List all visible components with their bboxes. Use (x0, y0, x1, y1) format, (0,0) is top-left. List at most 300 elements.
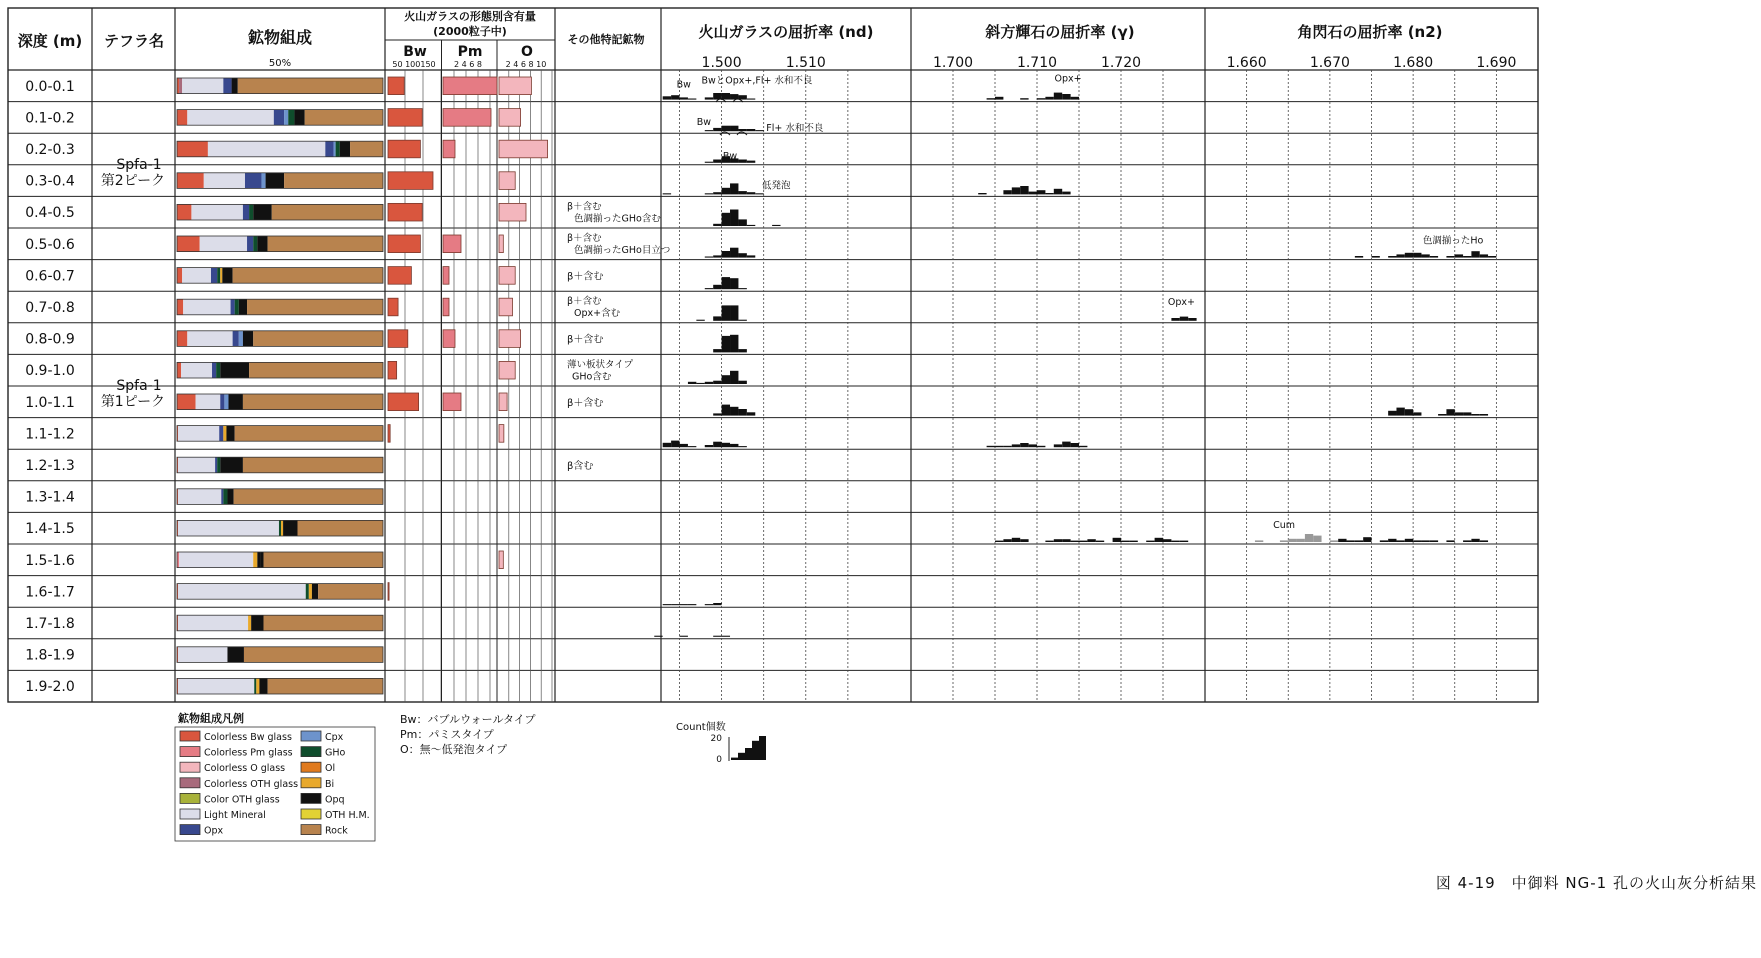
pm-glass-bar (443, 298, 449, 316)
opx-ri-histogram-bar (1062, 94, 1070, 100)
other-note: GHo含む (572, 371, 612, 383)
ho-ri-histogram-bar (1405, 253, 1413, 258)
glass-ri-annotation: Fl+ 水和不良 (766, 123, 824, 135)
glass-ri-annotation: Bw (696, 117, 712, 129)
bw-glass-bar (388, 235, 420, 253)
ho-ri-histogram-bar (1388, 256, 1396, 258)
mineral-segment-bi (256, 678, 259, 694)
glass-ri-annotation: 低発泡 (762, 180, 791, 192)
bw-glass-bar (388, 77, 404, 95)
mineral-segment-lm (187, 110, 274, 126)
legend-label: Ol (325, 763, 336, 775)
legend-label: Color OTH glass (204, 794, 280, 806)
mineral-segment-rock (350, 141, 383, 157)
glass-ri-histogram-bar (747, 99, 755, 100)
mineral-segment-othhm (257, 236, 267, 252)
mineral-segment-rock (253, 331, 383, 347)
o-glass-bar (499, 361, 515, 379)
mineral-segment-othhm (259, 678, 267, 694)
bw-glass-bar (388, 267, 411, 285)
mineral-segment-gho (235, 299, 239, 315)
o-glass-bar (499, 330, 521, 348)
other-note: 色調揃ったGHo目立つ (574, 245, 671, 256)
depth-label: 0.0-0.1 (25, 78, 75, 95)
glass-ri-histogram-bar (722, 375, 730, 384)
mineral-segment-gho (217, 457, 220, 473)
glass-ri-histogram-bar (696, 320, 704, 321)
opx-ri-histogram-bar (1003, 539, 1011, 542)
glass-ri-histogram-bar (747, 225, 755, 226)
mineral-segment-rock (235, 426, 383, 442)
opx-ri-histogram-bar (1146, 541, 1154, 542)
glass-ri-histogram-bar (738, 349, 746, 352)
mineral-segment-gho (279, 520, 281, 536)
depth-label: 1.4-1.5 (25, 521, 75, 538)
mineral-segment-opx (223, 78, 231, 94)
opx-ri-histogram-bar (987, 446, 995, 447)
mineral-segment-rock (264, 615, 383, 631)
legend-title: 鉱物組成凡例 (178, 712, 244, 725)
mineral-segment-lm (181, 362, 212, 378)
glass-ri-histogram-bar (705, 445, 713, 447)
mineral-segment-bi (248, 615, 251, 631)
legend-swatch (180, 778, 200, 788)
opx-ri-histogram-bar (1071, 97, 1079, 100)
opx-ri-histogram-bar (995, 97, 1003, 100)
depth-label: 0.9-1.0 (25, 363, 75, 380)
other-note: β＋含む (567, 271, 604, 283)
legend-label: Colorless Pm glass (204, 747, 293, 759)
mineral-segment-lm (191, 204, 243, 220)
depth-label: 0.5-0.6 (25, 236, 75, 253)
mineral-segment-bw (177, 110, 187, 126)
opx-ri-histogram-bar (1029, 444, 1037, 447)
glass-ri-histogram-bar (713, 349, 721, 352)
header-depth: 深度 (m) (17, 32, 83, 50)
opx-ri-histogram-bar (1062, 539, 1070, 542)
header-glass-title: 火山ガラスの形態別含有量 (404, 10, 536, 23)
mineral-segment-lm (200, 236, 247, 252)
ho-ri-histogram-bar (1355, 540, 1363, 542)
tephra-peak: 第2ピーク (100, 172, 166, 189)
glass-ri-histogram-bar (738, 446, 746, 447)
mineral-segment-rock (233, 268, 383, 284)
glass-ri-histogram-bar (713, 192, 721, 194)
glass-ri-histogram-bar (688, 604, 696, 605)
legend-swatch (301, 778, 321, 788)
o-glass-bar (499, 298, 513, 316)
glass-ri-histogram-bar (654, 636, 662, 637)
glass-ri-histogram-bar (730, 183, 738, 194)
glass-ri-histogram-bar (671, 604, 679, 605)
pm-glass-bar (443, 393, 461, 411)
ho-ri-histogram-bar (1488, 256, 1496, 258)
opx-ri-histogram-bar (1163, 539, 1171, 542)
legend-swatch (180, 793, 200, 803)
glass-ri-histogram-bar (705, 193, 713, 194)
glass-ri-histogram-bar (738, 129, 746, 131)
glass-ri-annotation: Bw (676, 79, 691, 91)
glass-ri-histogram-bar (713, 442, 721, 448)
other-note: β＋含む (567, 296, 602, 308)
glass-type-legend: Pm：パミスタイプ (400, 728, 494, 741)
mineral-segment-lm (178, 678, 254, 694)
legend-swatch (180, 809, 200, 819)
header-mineral: 鉱物組成 (247, 28, 313, 47)
depth-label: 0.2-0.3 (25, 142, 75, 158)
glass-ri-histogram-bar (696, 383, 704, 384)
glass-ri-histogram-bar (671, 441, 679, 448)
mineral-segment-othhm (227, 647, 243, 663)
mineral-segment-othhm (312, 584, 318, 600)
mineral-segment-gho (254, 678, 256, 694)
mineral-segment-cpx (284, 110, 288, 126)
depth-label: 1.7-1.8 (25, 616, 75, 632)
glass-ri-histogram-bar (738, 191, 746, 194)
glass-ri-histogram-bar (738, 288, 746, 289)
other-note: β＋含む (567, 397, 604, 409)
mineral-segment-rock (305, 110, 383, 126)
opx-ri-histogram-bar (1096, 541, 1104, 542)
ho-ri-histogram-bar (1438, 414, 1446, 416)
mineral-segment-lm (204, 173, 245, 189)
mineral-segment-opx (325, 141, 333, 157)
glass-ri-histogram-bar (730, 126, 738, 132)
glass-ri-histogram-bar (713, 381, 721, 384)
mineral-segment-bi (220, 268, 222, 284)
mineral-segment-opx (247, 236, 253, 252)
opx-ri-tick-label: 1.710 (1016, 55, 1058, 71)
mineral-segment-rock (234, 489, 383, 505)
mineral-segment-lm (182, 78, 223, 94)
bw-glass-bar (388, 425, 390, 443)
mineral-segment-lm (178, 489, 221, 505)
ho-ri-histogram-bar (1463, 540, 1471, 542)
mineral-segment-lm (196, 394, 221, 410)
ho-ri-histogram-bar (1338, 539, 1346, 542)
bw-ticks: 50 100150 (392, 60, 436, 69)
mineral-segment-lm (178, 426, 219, 442)
ho-ri-histogram-bar (1347, 540, 1355, 542)
header-tephra: テフラ名 (103, 32, 165, 50)
mineral-segment-opx (211, 268, 217, 284)
pm-ticks: 2 4 6 8 (454, 60, 482, 69)
mineral-segment-othhm (220, 362, 249, 378)
opx-ri-histogram-bar (1029, 192, 1037, 195)
pm-glass-bar (443, 330, 455, 348)
glass-ri-histogram-bar (688, 446, 696, 447)
mineral-segment-lm (183, 299, 230, 315)
other-note: 薄い板状タイプ (567, 359, 634, 371)
glass-ri-histogram-bar (722, 305, 730, 320)
mineral-segment-bw (177, 394, 196, 410)
mineral-segment-rock (268, 678, 383, 694)
mineral-segment-opx (233, 331, 239, 347)
opx-ri-histogram-bar (1079, 446, 1087, 447)
ho-ri-histogram-bar (1388, 539, 1396, 542)
mineral-segment-lm (179, 552, 253, 568)
glass-ri-histogram-bar (747, 192, 755, 194)
glass-type-legend: O：無～低発泡タイプ (400, 743, 508, 756)
mineral-segment-lm (178, 457, 215, 473)
opx-ri-histogram-bar (1180, 317, 1188, 321)
glass-ri-histogram-bar (713, 603, 721, 605)
ho-ri-histogram-bar (1413, 253, 1421, 258)
opx-ri-histogram-bar (1071, 443, 1079, 447)
mineral-segment-rock (238, 78, 383, 94)
glass-ri-histogram-bar (755, 193, 763, 194)
legend-swatch (180, 825, 200, 835)
opx-ri-histogram-bar (1012, 444, 1020, 447)
ho-ri-histogram-bar (1297, 539, 1305, 542)
mineral-segment-lm (178, 647, 227, 663)
glass-ri-histogram-bar (730, 248, 738, 258)
mineral-segment-othhm (283, 520, 297, 536)
glass-ri-histogram-bar (730, 444, 738, 447)
o-glass-bar (499, 425, 504, 443)
glass-ri-histogram-bar (738, 253, 746, 257)
o-glass-bar (499, 172, 515, 190)
opx-ri-histogram-bar (1012, 187, 1020, 194)
glass-ri-histogram-bar (747, 129, 755, 131)
opx-ri-histogram-bar (1155, 538, 1163, 542)
mineral-segment-bi (253, 552, 257, 568)
ho-ri-histogram-bar (1446, 256, 1454, 258)
legend-label: Colorless O glass (204, 763, 286, 775)
glass-ri-histogram-bar (738, 320, 746, 321)
depth-label: 1.1-1.2 (25, 426, 75, 443)
mineral-segment-rock (268, 236, 383, 252)
opx-ri-tick-label: 1.700 (932, 55, 974, 71)
legend-label: Colorless Bw glass (204, 732, 292, 743)
opx-ri-histogram-bar (1020, 98, 1028, 99)
mineral-segment-opx (243, 204, 249, 220)
mineral-segment-othhm (232, 78, 238, 94)
mineral-segment-othhm (222, 268, 232, 284)
ho-ri-histogram-bar (1471, 414, 1479, 416)
glass-ri-histogram-bar (730, 210, 738, 227)
header-bw: Bw (403, 44, 427, 60)
ho-ri-histogram-bar (1471, 539, 1479, 542)
mineral-segment-bi (309, 584, 312, 600)
header-ri-opx: 斜方輝石の屈折率 (γ) (985, 23, 1135, 41)
mineral-segment-lm (178, 584, 306, 600)
count-legend-bar (738, 753, 745, 760)
mineral-segment-bw (177, 331, 187, 347)
glass-ri-histogram-bar (705, 288, 713, 289)
count-legend-bar (759, 736, 766, 760)
glass-ri-histogram-bar (722, 213, 730, 226)
mineral-segment-cpx (261, 173, 265, 189)
bw-glass-bar (388, 583, 389, 601)
bw-glass-bar (388, 393, 419, 411)
glass-ri-histogram-bar (722, 188, 730, 195)
legend-label: GHo (325, 747, 346, 759)
mineral-segment-bw (177, 236, 200, 252)
legend-swatch (180, 731, 200, 741)
glass-ri-histogram-bar (713, 285, 721, 289)
opx-ri-histogram-bar (1054, 444, 1062, 447)
depth-label: 0.6-0.7 (25, 268, 75, 285)
count-legend-bar (745, 748, 752, 760)
glass-ri-histogram-bar (722, 636, 730, 637)
ho-ri-histogram-bar (1446, 540, 1454, 542)
legend-swatch (301, 825, 321, 835)
legend-label: Bi (325, 778, 335, 790)
mineral-segment-opx (212, 362, 216, 378)
bw-glass-bar (388, 361, 397, 379)
mineral-segment-gho (336, 141, 340, 157)
ho-ri-annotation: 色調揃ったHo (1422, 235, 1484, 247)
glass-ri-histogram-bar (688, 99, 696, 100)
count-legend-bar (752, 741, 759, 760)
opx-ri-histogram-bar (1121, 541, 1129, 542)
mineral-segment-bi (223, 426, 226, 442)
mineral-segment-rock (298, 520, 383, 536)
count-legend-bar (731, 758, 738, 760)
glass-ri-histogram-bar (680, 636, 688, 637)
opx-ri-histogram-bar (1012, 538, 1020, 542)
depth-label: 0.8-0.9 (25, 331, 75, 348)
mineral-segment-othhm (227, 489, 233, 505)
mineral-segment-rock (272, 204, 383, 220)
pm-glass-bar (443, 77, 497, 95)
mineral-segment-bw (177, 268, 182, 284)
header-ri-ho: 角閃石の屈折率 (n2) (1297, 23, 1443, 41)
mineral-segment-gho (306, 584, 309, 600)
mineral-segment-gho (249, 204, 253, 220)
pm-glass-bar (443, 235, 461, 253)
mineral-segment-othhm (253, 204, 272, 220)
depth-label: 0.7-0.8 (25, 300, 75, 316)
glass-ri-annotation: Bw (722, 150, 738, 162)
opx-ri-histogram-bar (978, 193, 986, 194)
mineral-segment-gho (288, 110, 294, 126)
opx-ri-histogram-bar (1062, 192, 1070, 195)
mineral-segment-bw (177, 173, 204, 189)
glass-ri-histogram-bar (722, 126, 730, 132)
glass-ri-histogram-bar (663, 193, 671, 194)
opx-ri-histogram-bar (1003, 446, 1011, 447)
o-glass-bar (499, 551, 503, 569)
legend-swatch (180, 747, 200, 757)
legend-swatch (301, 731, 321, 741)
ho-ri-annotation: Cum (1273, 520, 1296, 531)
o-glass-bar (499, 140, 548, 158)
glass-ri-histogram-bar (663, 604, 671, 605)
mineral-segment-othhm (229, 394, 243, 410)
other-note: β＋含む (567, 233, 602, 244)
ho-ri-histogram-bar (1480, 540, 1488, 542)
legend-swatch (301, 793, 321, 803)
glass-ri-histogram-bar (747, 161, 755, 163)
legend-label: Rock (325, 825, 348, 837)
mineral-segment-opx (219, 426, 223, 442)
ho-ri-histogram-bar (1480, 414, 1488, 416)
legend-swatch (301, 762, 321, 772)
legend-label: OTH H.M. (325, 810, 370, 821)
glass-ri-histogram-bar (772, 225, 780, 226)
ho-ri-histogram-bar (1480, 254, 1488, 257)
o-glass-bar (499, 77, 531, 95)
mineral-segment-rock (284, 173, 383, 189)
tephra-name: Spfa-1 (116, 378, 162, 394)
other-note: Opx+含む (574, 308, 621, 320)
ho-ri-histogram-bar (1330, 540, 1338, 542)
glass-ri-histogram-bar (722, 405, 730, 416)
legend-swatch (180, 762, 200, 772)
bw-glass-bar (388, 140, 420, 158)
opx-ri-histogram-bar (995, 541, 1003, 542)
glass-ri-histogram-bar (663, 443, 671, 447)
glass-ri-histogram-bar (705, 162, 713, 163)
legend-swatch (301, 809, 321, 819)
mineral-segment-opx (221, 489, 223, 505)
depth-label: 1.5-1.6 (25, 552, 75, 569)
o-glass-bar (499, 267, 515, 285)
mineral-segment-othhm (257, 552, 260, 568)
mineral-segment-othhm (220, 457, 243, 473)
glass-ri-histogram-bar (671, 95, 679, 99)
other-note: β含む (567, 461, 594, 472)
legend-label: Colorless OTH glass (204, 778, 299, 790)
ho-ri-histogram-bar (1413, 540, 1421, 542)
bw-glass-bar (388, 203, 422, 221)
depth-label: 1.6-1.7 (25, 584, 75, 601)
legend-swatch (301, 747, 321, 757)
mineral-segment-rock (244, 647, 383, 663)
glass-ri-histogram-bar (705, 604, 713, 605)
other-note: β＋含む (567, 201, 602, 213)
glass-ri-histogram-bar (705, 382, 713, 384)
glass-ri-histogram-bar (713, 316, 721, 320)
header-o: O (521, 44, 533, 60)
mineral-segment-othhm (294, 110, 304, 126)
glass-ri-histogram-bar (730, 305, 738, 320)
glass-ri-histogram-bar (705, 97, 713, 99)
mineral-segment-rock (247, 299, 383, 315)
mineral-segment-bw (177, 362, 181, 378)
glass-ri-histogram-bar (713, 224, 721, 226)
opx-ri-histogram-bar (1020, 443, 1028, 447)
ho-ri-histogram-bar (1463, 256, 1471, 258)
legend-label: Cpx (325, 732, 344, 743)
depth-label: 1.3-1.4 (25, 489, 75, 506)
opx-ri-histogram-bar (1045, 541, 1053, 542)
opx-ri-histogram-bar (995, 446, 1003, 447)
opx-ri-histogram-bar (1045, 97, 1053, 100)
mineral-segment-rock (243, 457, 383, 473)
mineral-segment-rock (264, 552, 383, 568)
mineral-segment-opx (245, 173, 261, 189)
opx-ri-histogram-bar (1171, 318, 1179, 321)
bw-glass-bar (388, 298, 398, 316)
mineral-segment-gho (217, 268, 220, 284)
glass-type-legend: Bw：バブルウォールタイプ (400, 713, 536, 726)
mineral-segment-opx (220, 394, 224, 410)
opx-ri-histogram-bar (1129, 541, 1137, 542)
header-other: その他特記鉱物 (567, 33, 645, 46)
ho-ri-histogram-bar (1471, 251, 1479, 257)
o-glass-bar (499, 109, 521, 127)
depth-label: 1.8-1.9 (25, 647, 75, 664)
mineral-segment-lm (208, 141, 325, 157)
glass-ri-histogram-bar (738, 219, 746, 226)
ho-ri-histogram-bar (1413, 412, 1421, 415)
mineral-segment-othhm (266, 173, 285, 189)
glass-ri-histogram-bar (722, 336, 730, 353)
opx-ri-histogram-bar (987, 98, 995, 99)
